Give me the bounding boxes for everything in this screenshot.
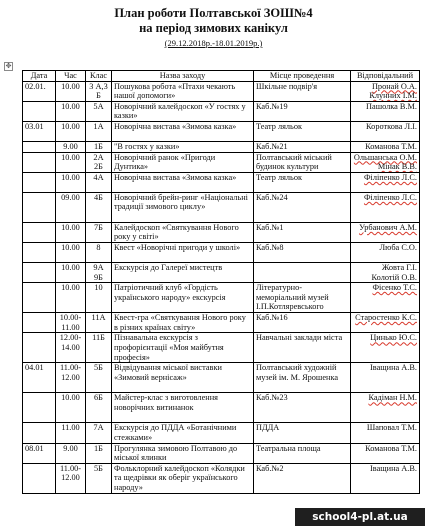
table-row — [23, 313, 420, 333]
cell-place: Полтавський художній музей ім. М. Ярошенка — [254, 363, 351, 393]
cell-class: 5Б — [86, 463, 112, 493]
cell-place: Театр ляльок — [254, 121, 351, 141]
cell-place: Каб.№1 — [254, 222, 351, 242]
table-header-row — [23, 71, 420, 82]
cell-date — [23, 101, 56, 121]
cell-responsible: Пронай О.А. Клунних І.М. — [351, 81, 420, 101]
site-watermark: school4-pl.at.ua — [295, 508, 425, 526]
cell-time: 10.00 — [56, 121, 86, 141]
cell-class: 1Б — [86, 443, 112, 463]
cell-date — [23, 152, 56, 172]
cell-time: 11.00-12.00 — [56, 463, 86, 493]
cell-responsible: Шаповал Т.М. — [351, 423, 420, 443]
cell-responsible: Цинько Ю.С. — [351, 333, 420, 363]
column-header-date: Дата — [23, 71, 56, 82]
cell-time: 10.00 — [56, 152, 86, 172]
document-title: План роботи Полтавської ЗОШ№4 — [114, 6, 313, 20]
cell-class: 11А — [86, 313, 112, 333]
column-header-event: Назва заходу — [112, 71, 254, 82]
cell-event: Новорічний ранок «Пригоди Дунтика» — [112, 152, 254, 172]
cell-event: Новорічний калейдоскоп «У гостях у казки» — [112, 101, 254, 121]
table-row — [23, 242, 420, 262]
cell-date — [23, 141, 56, 152]
cell-event: Новорічна вистава «Зимова казка» — [112, 121, 254, 141]
cell-responsible: Іващина А.В. — [351, 363, 420, 393]
cell-responsible: Команова Т.М. — [351, 141, 420, 152]
cell-date — [23, 172, 56, 192]
cell-date — [23, 242, 56, 262]
cell-event: Екскурсія до Галереї мистецтв — [112, 262, 254, 282]
cell-class: 8 — [86, 242, 112, 262]
cell-class: 4Б — [86, 192, 112, 222]
cell-responsible: Урбанович А.М. — [351, 222, 420, 242]
cell-time: 10.00 — [56, 172, 86, 192]
cell-date — [23, 262, 56, 282]
table-row — [23, 423, 420, 443]
cell-date — [23, 393, 56, 423]
table-row — [23, 141, 420, 152]
cell-class: 7Б — [86, 222, 112, 242]
cell-time: 10.00 — [56, 101, 86, 121]
cell-responsible: Кадіман Н.М. — [351, 393, 420, 423]
column-header-time: Час — [56, 71, 86, 82]
cell-event: Фольклорний калейдоскоп «Колядки та щедрівки як оберіг українського народу» — [112, 463, 254, 493]
cell-responsible: Філіпенко Л.С. — [351, 192, 420, 222]
cell-event: Новорічний брейн-ринг «Національні традиції зимового циклу» — [112, 192, 254, 222]
cell-responsible: Старостенко К.С. — [351, 313, 420, 333]
cell-responsible: Іващина А.В. — [351, 463, 420, 493]
table-row — [23, 463, 420, 493]
cell-place: Каб.№8 — [254, 242, 351, 262]
cell-class: 1Б — [86, 141, 112, 152]
cell-place: Каб.№19 — [254, 101, 351, 121]
cell-date: 04.01 — [23, 363, 56, 393]
cell-class: 5Б — [86, 363, 112, 393]
cell-date — [23, 192, 56, 222]
cell-place: Навчальні заклади міста — [254, 333, 351, 363]
cell-responsible: Жовта Г.І. Колотій О.В. — [351, 262, 420, 282]
cell-place: Шкільне подвір'я — [254, 81, 351, 101]
cell-place: Каб.№2 — [254, 463, 351, 493]
cell-time: 9.00 — [56, 141, 86, 152]
column-header-class: Клас — [86, 71, 112, 82]
cell-responsible: Ольшанська О.М. Мінак В.В. — [351, 152, 420, 172]
cell-time: 10.00-11.00 — [56, 313, 86, 333]
cell-time: 12.00-14.00 — [56, 333, 86, 363]
cell-place: Театр ляльок — [254, 172, 351, 192]
cell-event: Калейдоскоп «Святкування Нового року у світі» — [112, 222, 254, 242]
cell-time: 9.00 — [56, 443, 86, 463]
cell-responsible: Команова Т.М. — [351, 443, 420, 463]
cell-date: 08.01 — [23, 443, 56, 463]
table-row — [23, 443, 420, 463]
cell-date — [23, 313, 56, 333]
cell-time: 10.00 — [56, 242, 86, 262]
table-row — [23, 81, 420, 101]
cell-date — [23, 222, 56, 242]
table-row — [23, 262, 420, 282]
cell-time: 11.00-12.00 — [56, 363, 86, 393]
table-row — [23, 192, 420, 222]
cell-class: 7А — [86, 423, 112, 443]
cell-event: "В гостях у казки» — [112, 141, 254, 152]
cell-time: 11.00 — [56, 423, 86, 443]
cell-event: Квест-гра «Святкування Нового року в різних країнах світу» — [112, 313, 254, 333]
cell-date — [23, 333, 56, 363]
document-subtitle: на період зимових канікул — [139, 21, 288, 35]
cell-class: 1А — [86, 121, 112, 141]
cell-class: 6Б — [86, 393, 112, 423]
cell-event: Майстер-клас з виготовлення новорічних витинанок — [112, 393, 254, 423]
cell-event: Пошукова робота «Птахи чекають нашої допомоги» — [112, 81, 254, 101]
cell-event: Новорічна вистава «Зимова казка» — [112, 172, 254, 192]
cell-event: Прогулянка зимовою Полтавою до міської ялинки — [112, 443, 254, 463]
period-dates: (29.12.2018р.-18.01.2019р.) — [164, 38, 263, 48]
cell-time: 09.00 — [56, 192, 86, 222]
cell-date: 03.01 — [23, 121, 56, 141]
cell-class: 11Б — [86, 333, 112, 363]
cell-responsible: Люба С.О. — [351, 242, 420, 262]
cell-class: 10 — [86, 283, 112, 313]
cell-event: Квест «Новорічні пригоди у школі» — [112, 242, 254, 262]
schedule-table — [22, 70, 420, 494]
cell-time: 10.00 — [56, 81, 86, 101]
cell-place: Каб.№23 — [254, 393, 351, 423]
column-header-responsible: Відповідальний — [351, 71, 420, 82]
table-row — [23, 121, 420, 141]
cell-place — [254, 262, 351, 282]
cell-event: Відвідування міської виставки «Зимовий вернісаж» — [112, 363, 254, 393]
table-row — [23, 152, 420, 172]
cell-place: Полтавський міський будинок культури — [254, 152, 351, 172]
cell-responsible: Пашолка В.М. — [351, 101, 420, 121]
cell-class: 3 А,3 Б — [86, 81, 112, 101]
cell-time: 10.00 — [56, 222, 86, 242]
table-row — [23, 101, 420, 121]
cell-time: 10.00 — [56, 283, 86, 313]
cell-date — [23, 423, 56, 443]
cell-time: 10.00 — [56, 262, 86, 282]
cell-place: Каб.№24 — [254, 192, 351, 222]
cell-place: Каб.№21 — [254, 141, 351, 152]
cell-event: Пізнавальна екскурсія з профорієнтації «Моя майбутня професія» — [112, 333, 254, 363]
cell-place: Літературно-меморіальний музей І.П.Котляревського — [254, 283, 351, 313]
table-row — [23, 283, 420, 313]
cell-event: Екскурсія до ПДДА «Ботанічними стежками» — [112, 423, 254, 443]
cell-place: ПДДА — [254, 423, 351, 443]
cell-class: 2А 2Б — [86, 152, 112, 172]
cell-event: Патріотичний клуб «Гордість українського народу» екскурсія — [112, 283, 254, 313]
table-row — [23, 222, 420, 242]
cell-responsible: Короткова Л.І. — [351, 121, 420, 141]
cell-class: 5А — [86, 101, 112, 121]
column-header-place: Місце проведення — [254, 71, 351, 82]
cell-responsible: Філіпенко Л.С. — [351, 172, 420, 192]
cell-place: Театральна площа — [254, 443, 351, 463]
cell-time: 10.00 — [56, 393, 86, 423]
cell-class: 4А — [86, 172, 112, 192]
cell-date — [23, 283, 56, 313]
cell-responsible: Фісенко Т.С. — [351, 283, 420, 313]
cell-date — [23, 463, 56, 493]
cell-date: 02.01. — [23, 81, 56, 101]
table-row — [23, 393, 420, 423]
table-move-handle-icon[interactable]: ✥ — [5, 62, 12, 70]
table-row — [23, 172, 420, 192]
table-row — [23, 333, 420, 363]
table-row — [23, 363, 420, 393]
cell-place: Каб.№16 — [254, 313, 351, 333]
cell-class: 9А 9Б — [86, 262, 112, 282]
